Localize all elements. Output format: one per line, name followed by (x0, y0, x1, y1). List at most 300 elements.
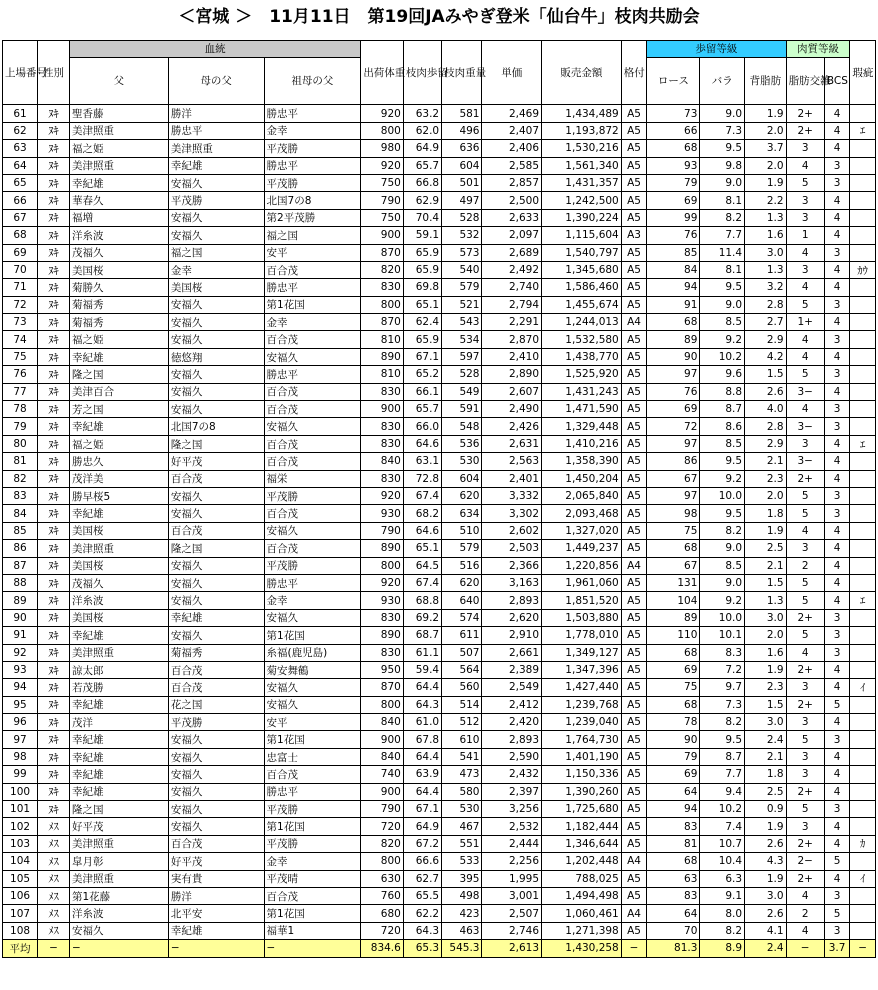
cell-lot: 92 (3, 644, 38, 661)
cell-lot: 71 (3, 279, 38, 296)
cell-sex: ﾇｷ (38, 696, 70, 713)
cell-sex: ﾇｷ (38, 801, 70, 818)
cell-bms: 3 (786, 748, 824, 765)
cell-grade: A5 (621, 522, 647, 539)
cell-unit-price: 2,410 (482, 348, 542, 365)
cell-sire: 菊勝久 (69, 279, 168, 296)
cell-lot: 73 (3, 314, 38, 331)
cell-unit-price: 2,893 (482, 731, 542, 748)
cell-carcass-weight: 521 (442, 296, 482, 313)
cell-live-weight: 840 (361, 714, 404, 731)
cell-defect: ｴ (850, 435, 876, 452)
cell-granddam-sire: 福栄 (264, 470, 361, 487)
cell-grade: A5 (621, 105, 647, 122)
cell-live-weight: 830 (361, 609, 404, 626)
cell-defect (850, 331, 876, 348)
cell-granddam-sire: 安福久 (264, 348, 361, 365)
cell-sales-amount: 1,778,010 (542, 627, 622, 644)
cell-defect (850, 801, 876, 818)
cell-bms: 3− (786, 418, 824, 435)
cell-sex: ﾒｽ (38, 818, 70, 835)
cell-rib: 8.5 (700, 314, 745, 331)
cell-carcass-weight: 536 (442, 435, 482, 452)
cell-bms: 5 (786, 174, 824, 191)
cell-sex: ﾇｷ (38, 192, 70, 209)
header-defect: 瑕疵 (850, 41, 876, 105)
cell-lot: 108 (3, 922, 38, 939)
cell-bcs: 4 (824, 279, 850, 296)
cell-backfat: 1.9 (745, 522, 787, 539)
cell-granddam-sire: 安福久 (264, 522, 361, 539)
cell-sales-amount: 1,525,920 (542, 366, 622, 383)
cell-sire: 幸紀雄 (69, 783, 168, 800)
cell-live-weight: 760 (361, 887, 404, 904)
cell-backfat: 1.5 (745, 574, 787, 591)
cell-loin: 69 (647, 661, 700, 678)
cell-unit-price: 2,661 (482, 644, 542, 661)
cell-lot: 61 (3, 105, 38, 122)
cell-sire: 美津照重 (69, 644, 168, 661)
cell-bcs: 3 (824, 244, 850, 261)
cell-loin: 64 (647, 783, 700, 800)
cell-loin: 110 (647, 627, 700, 644)
table-row (3, 870, 876, 887)
cell-backfat: 1.3 (745, 592, 787, 609)
cell-sales-amount: 1,193,872 (542, 122, 622, 139)
cell-dam-sire: 美国桜 (168, 279, 264, 296)
cell-granddam-sire: 勝忠平 (264, 783, 361, 800)
avg-sales-amount: 1,430,258 (542, 940, 622, 957)
cell-backfat: 1.8 (745, 505, 787, 522)
cell-bcs: 4 (824, 470, 850, 487)
cell-dam-sire: 安福久 (168, 401, 264, 418)
cell-grade: A5 (621, 435, 647, 452)
cell-backfat: 2.0 (745, 627, 787, 644)
average-row (3, 940, 876, 957)
cell-bcs: 3 (824, 174, 850, 191)
cell-lot: 63 (3, 140, 38, 157)
cell-defect (850, 279, 876, 296)
cell-lot: 83 (3, 487, 38, 504)
cell-carcass-yield: 68.7 (403, 627, 441, 644)
cell-lot: 99 (3, 766, 38, 783)
cell-unit-price: 2,910 (482, 627, 542, 644)
cell-granddam-sire: 金幸 (264, 853, 361, 870)
cell-loin: 84 (647, 261, 700, 278)
cell-sales-amount: 1,431,243 (542, 383, 622, 400)
cell-sex: ﾇｷ (38, 366, 70, 383)
cell-live-weight: 750 (361, 174, 404, 191)
cell-unit-price: 2,585 (482, 157, 542, 174)
cell-live-weight: 820 (361, 261, 404, 278)
cell-dam-sire: 平茂勝 (168, 714, 264, 731)
cell-sales-amount: 1,449,237 (542, 540, 622, 557)
cell-bms: 4 (786, 331, 824, 348)
cell-defect (850, 296, 876, 313)
cell-backfat: 1.9 (745, 818, 787, 835)
cell-live-weight: 800 (361, 296, 404, 313)
cell-loin: 91 (647, 296, 700, 313)
cell-unit-price: 2,620 (482, 609, 542, 626)
cell-granddam-sire: 菊安舞鶴 (264, 661, 361, 678)
cell-dam-sire: 福之国 (168, 244, 264, 261)
cell-bms: 2 (786, 557, 824, 574)
cell-defect (850, 157, 876, 174)
cell-rib: 8.3 (700, 644, 745, 661)
cell-unit-price: 2,563 (482, 453, 542, 470)
cell-rib: 8.7 (700, 748, 745, 765)
header-carcass-weight: 枝肉重量 (442, 41, 482, 105)
header-rib: バラ (700, 58, 745, 105)
cell-granddam-sire: 百合茂 (264, 383, 361, 400)
cell-carcass-yield: 67.4 (403, 574, 441, 591)
cell-bcs: 4 (824, 783, 850, 800)
cell-live-weight: 920 (361, 487, 404, 504)
cell-carcass-yield: 64.4 (403, 679, 441, 696)
results-body (3, 105, 876, 957)
cell-backfat: 2.4 (745, 731, 787, 748)
cell-sales-amount: 1,346,644 (542, 835, 622, 852)
cell-carcass-weight: 528 (442, 366, 482, 383)
cell-grade: A5 (621, 609, 647, 626)
cell-bms: 4 (786, 401, 824, 418)
cell-sire: 茂福久 (69, 574, 168, 591)
cell-sex: ﾇｷ (38, 627, 70, 644)
cell-bcs: 3 (824, 887, 850, 904)
cell-rib: 9.0 (700, 105, 745, 122)
cell-bms: 5 (786, 731, 824, 748)
cell-dam-sire: 北平安 (168, 905, 264, 922)
cell-sire: 菊福秀 (69, 314, 168, 331)
cell-sales-amount: 788,025 (542, 870, 622, 887)
cell-grade: A5 (621, 922, 647, 939)
cell-dam-sire: 勝洋 (168, 887, 264, 904)
cell-rib: 10.2 (700, 348, 745, 365)
cell-backfat: 4.1 (745, 922, 787, 939)
cell-granddam-sire: 安福久 (264, 609, 361, 626)
cell-live-weight: 950 (361, 661, 404, 678)
cell-granddam-sire: 安福久 (264, 696, 361, 713)
cell-unit-price: 3,332 (482, 487, 542, 504)
cell-dam-sire: 安福久 (168, 557, 264, 574)
cell-live-weight: 820 (361, 835, 404, 852)
cell-bcs: 4 (824, 522, 850, 539)
cell-grade: A5 (621, 174, 647, 191)
cell-defect: ｴ (850, 592, 876, 609)
cell-sales-amount: 1,851,520 (542, 592, 622, 609)
table-row (3, 818, 876, 835)
cell-loin: 69 (647, 766, 700, 783)
cell-carcass-yield: 64.6 (403, 435, 441, 452)
cell-dam-sire: 百合茂 (168, 661, 264, 678)
cell-carcass-weight: 549 (442, 383, 482, 400)
cell-grade: A5 (621, 331, 647, 348)
cell-bcs: 4 (824, 661, 850, 678)
cell-bcs: 3 (824, 644, 850, 661)
cell-sex: ﾒｽ (38, 870, 70, 887)
cell-loin: 68 (647, 644, 700, 661)
cell-loin: 68 (647, 696, 700, 713)
cell-unit-price: 2,412 (482, 696, 542, 713)
cell-dam-sire: 好平茂 (168, 453, 264, 470)
cell-granddam-sire: 平茂勝 (264, 487, 361, 504)
cell-sales-amount: 1,532,580 (542, 331, 622, 348)
cell-carcass-weight: 512 (442, 714, 482, 731)
cell-rib: 7.2 (700, 661, 745, 678)
cell-lot: 65 (3, 174, 38, 191)
cell-granddam-sire: 安福久 (264, 418, 361, 435)
cell-sex: ﾇｷ (38, 227, 70, 244)
cell-dam-sire: 徳悠翔 (168, 348, 264, 365)
cell-lot: 78 (3, 401, 38, 418)
cell-sire: 洋糸波 (69, 905, 168, 922)
cell-sales-amount: 1,540,797 (542, 244, 622, 261)
cell-rib: 9.6 (700, 366, 745, 383)
cell-sales-amount: 1,401,190 (542, 748, 622, 765)
cell-granddam-sire: 安平 (264, 244, 361, 261)
cell-lot: 88 (3, 574, 38, 591)
cell-rib: 7.3 (700, 122, 745, 139)
cell-grade: A5 (621, 453, 647, 470)
cell-dam-sire: 安福久 (168, 227, 264, 244)
cell-carcass-weight: 543 (442, 314, 482, 331)
cell-bcs: 3 (824, 609, 850, 626)
table-row (3, 609, 876, 626)
cell-carcass-yield: 65.2 (403, 366, 441, 383)
cell-backfat: 3.0 (745, 609, 787, 626)
table-row (3, 679, 876, 696)
cell-bms: 5 (786, 505, 824, 522)
cell-loin: 99 (647, 209, 700, 226)
table-row (3, 192, 876, 209)
cell-loin: 94 (647, 801, 700, 818)
cell-sex: ﾇｷ (38, 435, 70, 452)
cell-carcass-weight: 540 (442, 261, 482, 278)
cell-unit-price: 2,507 (482, 905, 542, 922)
cell-backfat: 4.0 (745, 401, 787, 418)
cell-loin: 89 (647, 609, 700, 626)
cell-defect (850, 661, 876, 678)
cell-dam-sire: 安福久 (168, 818, 264, 835)
cell-unit-price: 2,256 (482, 853, 542, 870)
cell-carcass-weight: 604 (442, 157, 482, 174)
cell-sales-amount: 1,345,680 (542, 261, 622, 278)
cell-live-weight: 890 (361, 348, 404, 365)
cell-backfat: 1.9 (745, 105, 787, 122)
table-row (3, 314, 876, 331)
cell-sales-amount: 1,244,013 (542, 314, 622, 331)
cell-dam-sire: 安福久 (168, 574, 264, 591)
table-row (3, 661, 876, 678)
cell-backfat: 1.5 (745, 696, 787, 713)
cell-grade: A5 (621, 627, 647, 644)
cell-grade: A3 (621, 227, 647, 244)
cell-grade: A5 (621, 679, 647, 696)
header-live-weight: 出荷体重 (361, 41, 404, 105)
cell-live-weight: 790 (361, 801, 404, 818)
table-row (3, 557, 876, 574)
cell-sales-amount: 2,093,468 (542, 505, 622, 522)
cell-lot: 87 (3, 557, 38, 574)
cell-dam-sire: 金幸 (168, 261, 264, 278)
cell-sales-amount: 1,390,260 (542, 783, 622, 800)
cell-bms: 3− (786, 383, 824, 400)
cell-bcs: 4 (824, 435, 850, 452)
cell-grade: A5 (621, 644, 647, 661)
table-row (3, 766, 876, 783)
table-row (3, 748, 876, 765)
cell-dam-sire: 幸紀雄 (168, 609, 264, 626)
cell-rib: 8.2 (700, 714, 745, 731)
cell-carcass-weight: 497 (442, 192, 482, 209)
cell-sire: 茂福久 (69, 244, 168, 261)
cell-sex: ﾇｷ (38, 714, 70, 731)
cell-sex: ﾒｽ (38, 922, 70, 939)
cell-defect (850, 383, 876, 400)
cell-sire: 茂洋美 (69, 470, 168, 487)
cell-live-weight: 900 (361, 783, 404, 800)
cell-grade: A5 (621, 296, 647, 313)
cell-carcass-yield: 70.4 (403, 209, 441, 226)
cell-lot: 103 (3, 835, 38, 852)
cell-lot: 64 (3, 157, 38, 174)
cell-carcass-yield: 62.4 (403, 314, 441, 331)
cell-sex: ﾇｷ (38, 679, 70, 696)
cell-sire: 洋糸波 (69, 227, 168, 244)
cell-unit-price: 2,740 (482, 279, 542, 296)
cell-lot: 70 (3, 261, 38, 278)
cell-carcass-weight: 463 (442, 922, 482, 939)
cell-grade: A5 (621, 818, 647, 835)
cell-bcs: 4 (824, 209, 850, 226)
table-row (3, 401, 876, 418)
table-row (3, 487, 876, 504)
cell-backfat: 2.0 (745, 122, 787, 139)
cell-rib: 6.3 (700, 870, 745, 887)
cell-bms: 5 (786, 296, 824, 313)
cell-bcs: 3 (824, 157, 850, 174)
cell-sales-amount: 1,471,590 (542, 401, 622, 418)
cell-lot: 98 (3, 748, 38, 765)
cell-sire: 幸紀雄 (69, 696, 168, 713)
cell-unit-price: 2,426 (482, 418, 542, 435)
cell-loin: 63 (647, 870, 700, 887)
cell-sex: ﾇｷ (38, 296, 70, 313)
cell-bms: 4 (786, 922, 824, 939)
cell-carcass-weight: 640 (442, 592, 482, 609)
cell-unit-price: 2,549 (482, 679, 542, 696)
cell-carcass-weight: 620 (442, 487, 482, 504)
cell-carcass-yield: 63.2 (403, 105, 441, 122)
cell-sales-amount: 1,390,224 (542, 209, 622, 226)
cell-backfat: 2.6 (745, 383, 787, 400)
cell-bms: 2+ (786, 609, 824, 626)
avg-sire: − (69, 940, 168, 957)
cell-carcass-yield: 65.9 (403, 261, 441, 278)
cell-sire: 幸紀雄 (69, 766, 168, 783)
cell-sire: 幸紀雄 (69, 505, 168, 522)
cell-dam-sire: 百合茂 (168, 835, 264, 852)
cell-unit-price: 2,746 (482, 922, 542, 939)
cell-unit-price: 2,397 (482, 783, 542, 800)
cell-sex: ﾇｷ (38, 540, 70, 557)
cell-granddam-sire: 第1花国 (264, 905, 361, 922)
cell-sales-amount: 1,115,604 (542, 227, 622, 244)
cell-bcs: 4 (824, 557, 850, 574)
cell-carcass-yield: 65.9 (403, 244, 441, 261)
cell-backfat: 2.3 (745, 679, 787, 696)
cell-carcass-weight: 534 (442, 331, 482, 348)
cell-loin: 75 (647, 679, 700, 696)
cell-rib: 9.2 (700, 470, 745, 487)
cell-backfat: 2.6 (745, 905, 787, 922)
cell-carcass-weight: 564 (442, 661, 482, 678)
table-row (3, 209, 876, 226)
cell-unit-price: 2,503 (482, 540, 542, 557)
cell-live-weight: 810 (361, 366, 404, 383)
cell-bms: 4 (786, 348, 824, 365)
cell-rib: 9.5 (700, 505, 745, 522)
cell-granddam-sire: 百合茂 (264, 766, 361, 783)
cell-carcass-weight: 467 (442, 818, 482, 835)
cell-rib: 8.5 (700, 557, 745, 574)
cell-bms: 3 (786, 192, 824, 209)
cell-bms: 2+ (786, 870, 824, 887)
table-row (3, 348, 876, 365)
cell-bcs: 4 (824, 748, 850, 765)
cell-loin: 69 (647, 401, 700, 418)
cell-carcass-yield: 62.9 (403, 192, 441, 209)
cell-live-weight: 890 (361, 540, 404, 557)
cell-carcass-yield: 65.1 (403, 296, 441, 313)
header-unit-price: 単価 (482, 41, 542, 105)
cell-carcass-yield: 65.7 (403, 157, 441, 174)
cell-sex: ﾇｷ (38, 157, 70, 174)
cell-rib: 8.2 (700, 522, 745, 539)
table-row (3, 435, 876, 452)
cell-carcass-yield: 63.9 (403, 766, 441, 783)
cell-defect (850, 505, 876, 522)
cell-rib: 7.7 (700, 766, 745, 783)
cell-loin: 97 (647, 366, 700, 383)
cell-carcass-weight: 580 (442, 783, 482, 800)
cell-sire: 美津照重 (69, 157, 168, 174)
cell-sire: 安福久 (69, 922, 168, 939)
cell-bcs: 4 (824, 540, 850, 557)
cell-defect (850, 487, 876, 504)
cell-defect (850, 696, 876, 713)
cell-defect (850, 140, 876, 157)
cell-backfat: 3.0 (745, 244, 787, 261)
cell-unit-price: 2,407 (482, 122, 542, 139)
cell-bcs: 3 (824, 331, 850, 348)
cell-sire: 福之姫 (69, 435, 168, 452)
cell-carcass-weight: 395 (442, 870, 482, 887)
cell-live-weight: 810 (361, 331, 404, 348)
cell-lot: 105 (3, 870, 38, 887)
cell-rib: 9.0 (700, 540, 745, 557)
cell-sales-amount: 1,434,489 (542, 105, 622, 122)
cell-dam-sire: 百合茂 (168, 522, 264, 539)
cell-sire: 幸紀雄 (69, 174, 168, 191)
cell-sire: 美津百合 (69, 383, 168, 400)
cell-unit-price: 2,469 (482, 105, 542, 122)
cell-rib: 8.0 (700, 905, 745, 922)
table-row (3, 331, 876, 348)
table-row (3, 696, 876, 713)
cell-defect (850, 192, 876, 209)
cell-bms: 3 (786, 435, 824, 452)
